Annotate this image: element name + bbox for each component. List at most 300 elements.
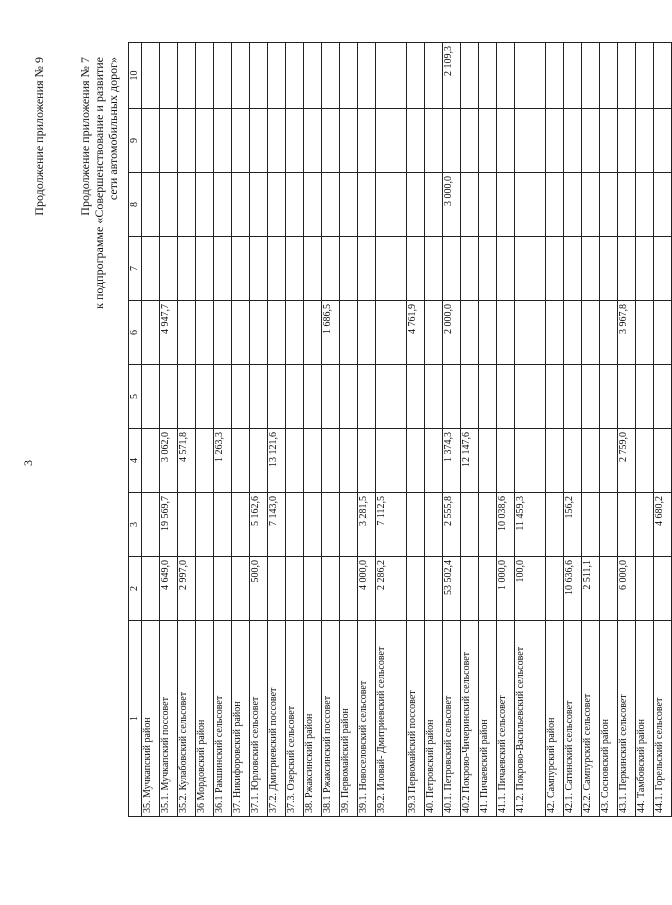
value-cell bbox=[268, 237, 286, 301]
value-cell bbox=[160, 237, 178, 301]
value-cell bbox=[479, 109, 497, 173]
value-cell bbox=[304, 43, 322, 109]
row-name-cell: 41.1. Пичаевский сельсовет bbox=[497, 621, 515, 817]
value-cell bbox=[358, 109, 376, 173]
table-row bbox=[479, 43, 497, 817]
value-cell bbox=[479, 429, 497, 493]
value-cell bbox=[304, 301, 322, 365]
column-header: 1 bbox=[129, 621, 142, 817]
value-cell: 7 112,5 bbox=[376, 493, 407, 557]
value-cell bbox=[340, 301, 358, 365]
value-cell bbox=[142, 43, 160, 109]
row-name-cell: 39. Первомайский район bbox=[340, 621, 358, 817]
table-row bbox=[268, 43, 286, 817]
value-cell bbox=[443, 237, 461, 301]
value-cell bbox=[600, 493, 618, 557]
value-cell bbox=[286, 301, 304, 365]
row-name-cell: 42.2. Сампурский сельсовет bbox=[582, 621, 600, 817]
value-cell bbox=[443, 109, 461, 173]
value-cell bbox=[250, 43, 268, 109]
row-name-cell: 35.2. Кулабовский сельсовет bbox=[178, 621, 196, 817]
value-cell bbox=[407, 173, 425, 237]
column-header: 3 bbox=[129, 493, 142, 557]
value-cell bbox=[322, 429, 340, 493]
value-cell: 10 636,6 bbox=[564, 557, 582, 621]
value-cell bbox=[376, 237, 407, 301]
value-cell bbox=[340, 237, 358, 301]
value-cell bbox=[461, 365, 479, 429]
value-cell: 3 281,5 bbox=[358, 493, 376, 557]
value-cell bbox=[178, 365, 196, 429]
value-cell: 2 555,8 bbox=[443, 493, 461, 557]
table-row bbox=[654, 43, 672, 817]
table-row bbox=[214, 43, 232, 817]
value-cell bbox=[142, 109, 160, 173]
value-cell bbox=[582, 173, 600, 237]
value-cell bbox=[178, 109, 196, 173]
value-cell bbox=[196, 429, 214, 493]
value-cell bbox=[479, 301, 497, 365]
table-row bbox=[546, 43, 564, 817]
value-cell: 500,0 bbox=[250, 557, 268, 621]
value-cell bbox=[322, 237, 340, 301]
value-cell bbox=[232, 301, 250, 365]
table-row bbox=[425, 43, 443, 817]
value-cell bbox=[178, 493, 196, 557]
value-cell bbox=[376, 301, 407, 365]
value-cell bbox=[214, 237, 232, 301]
value-cell: 3 000,0 bbox=[443, 173, 461, 237]
value-cell bbox=[376, 173, 407, 237]
value-cell bbox=[654, 365, 672, 429]
value-cell bbox=[515, 173, 546, 237]
value-cell bbox=[515, 301, 546, 365]
value-cell bbox=[636, 173, 654, 237]
value-cell bbox=[546, 301, 564, 365]
value-cell bbox=[286, 557, 304, 621]
value-cell bbox=[546, 429, 564, 493]
value-cell bbox=[425, 365, 443, 429]
value-cell: 6 000,0 bbox=[618, 557, 636, 621]
value-cell bbox=[304, 365, 322, 429]
table-row bbox=[196, 43, 214, 817]
value-cell: 5 162,6 bbox=[250, 493, 268, 557]
value-cell bbox=[304, 237, 322, 301]
table-row bbox=[232, 43, 250, 817]
value-cell bbox=[497, 43, 515, 109]
value-cell bbox=[407, 237, 425, 301]
table-row bbox=[358, 43, 376, 817]
value-cell bbox=[461, 301, 479, 365]
value-cell bbox=[268, 43, 286, 109]
value-cell: 1 000,0 bbox=[497, 557, 515, 621]
appendix-header-line: сети автомобильных дорог» bbox=[106, 57, 120, 201]
row-name-cell: 37.1. Юрловский сельсовет bbox=[250, 621, 268, 817]
value-cell bbox=[461, 237, 479, 301]
value-cell bbox=[461, 557, 479, 621]
value-cell: 4 000,0 bbox=[358, 557, 376, 621]
value-cell bbox=[654, 557, 672, 621]
value-cell bbox=[582, 493, 600, 557]
value-cell bbox=[178, 237, 196, 301]
value-cell bbox=[479, 43, 497, 109]
value-cell bbox=[214, 109, 232, 173]
value-cell bbox=[425, 301, 443, 365]
value-cell bbox=[196, 365, 214, 429]
value-cell bbox=[160, 43, 178, 109]
value-cell bbox=[214, 173, 232, 237]
value-cell bbox=[546, 493, 564, 557]
value-cell bbox=[358, 43, 376, 109]
value-cell bbox=[196, 237, 214, 301]
value-cell bbox=[407, 43, 425, 109]
value-cell bbox=[232, 429, 250, 493]
row-name-cell: 39.2. Иловай- Дмитриевский сельсовет bbox=[376, 621, 407, 817]
value-cell bbox=[214, 493, 232, 557]
table-row bbox=[142, 43, 160, 817]
value-cell bbox=[564, 301, 582, 365]
value-cell bbox=[515, 237, 546, 301]
table-header-row bbox=[129, 43, 142, 817]
table-row bbox=[564, 43, 582, 817]
row-name-cell: 40. Петровский район bbox=[425, 621, 443, 817]
column-header: 7 bbox=[129, 237, 142, 301]
value-cell bbox=[160, 173, 178, 237]
value-cell: 11 459,3 bbox=[515, 493, 546, 557]
value-cell bbox=[358, 173, 376, 237]
value-cell bbox=[142, 493, 160, 557]
value-cell bbox=[582, 237, 600, 301]
value-cell bbox=[304, 493, 322, 557]
row-name-cell: 44. Тамбовский район bbox=[636, 621, 654, 817]
value-cell bbox=[546, 43, 564, 109]
row-name-cell: 44.1. Горельский сельсовет bbox=[654, 621, 672, 817]
appendix-header-line: Продолжение приложения № 7 bbox=[78, 57, 92, 216]
value-cell bbox=[461, 43, 479, 109]
value-cell bbox=[196, 173, 214, 237]
row-name-cell: 42. Сампурский район bbox=[546, 621, 564, 817]
value-cell bbox=[636, 237, 654, 301]
value-cell: 4 649,0 bbox=[160, 557, 178, 621]
value-cell bbox=[479, 173, 497, 237]
table-row bbox=[443, 43, 461, 817]
value-cell bbox=[407, 109, 425, 173]
value-cell bbox=[268, 173, 286, 237]
value-cell bbox=[232, 557, 250, 621]
value-cell bbox=[286, 173, 304, 237]
table-row bbox=[582, 43, 600, 817]
value-cell bbox=[582, 429, 600, 493]
table-row bbox=[304, 43, 322, 817]
row-name-cell: 37.2. Дмитриевский поссовет bbox=[268, 621, 286, 817]
value-cell bbox=[564, 365, 582, 429]
value-cell bbox=[322, 365, 340, 429]
value-cell bbox=[340, 429, 358, 493]
value-cell bbox=[546, 173, 564, 237]
value-cell: 100,0 bbox=[515, 557, 546, 621]
value-cell bbox=[358, 301, 376, 365]
row-name-cell: 43. Сосновский район bbox=[600, 621, 618, 817]
value-cell bbox=[232, 237, 250, 301]
value-cell bbox=[304, 429, 322, 493]
value-cell bbox=[286, 43, 304, 109]
value-cell: 2 511,1 bbox=[582, 557, 600, 621]
value-cell bbox=[214, 365, 232, 429]
value-cell bbox=[142, 429, 160, 493]
value-cell bbox=[497, 365, 515, 429]
row-name-cell: 36 Мордовский район bbox=[196, 621, 214, 817]
value-cell bbox=[600, 237, 618, 301]
column-header: 5 bbox=[129, 365, 142, 429]
value-cell bbox=[546, 557, 564, 621]
value-cell: 4 947,7 bbox=[160, 301, 178, 365]
value-cell bbox=[479, 365, 497, 429]
value-cell bbox=[142, 557, 160, 621]
column-header: 2 bbox=[129, 557, 142, 621]
value-cell bbox=[618, 237, 636, 301]
value-cell bbox=[340, 43, 358, 109]
value-cell bbox=[582, 43, 600, 109]
row-name-cell: 41.2. Покрово-Васильевский сельсовет bbox=[515, 621, 546, 817]
value-cell bbox=[340, 365, 358, 429]
value-cell bbox=[178, 43, 196, 109]
value-cell bbox=[618, 173, 636, 237]
value-cell bbox=[582, 301, 600, 365]
value-cell bbox=[322, 173, 340, 237]
value-cell bbox=[582, 109, 600, 173]
value-cell bbox=[142, 301, 160, 365]
value-cell bbox=[564, 109, 582, 173]
value-cell: 1 263,3 bbox=[214, 429, 232, 493]
row-name-cell: 35. Мучкапский район bbox=[142, 621, 160, 817]
value-cell bbox=[654, 429, 672, 493]
value-cell bbox=[160, 109, 178, 173]
value-cell bbox=[340, 173, 358, 237]
value-cell bbox=[497, 237, 515, 301]
table-row bbox=[250, 43, 268, 817]
value-cell bbox=[618, 365, 636, 429]
table-row bbox=[178, 43, 196, 817]
value-cell bbox=[376, 365, 407, 429]
value-cell bbox=[142, 173, 160, 237]
row-name-cell: 40.1. Петровский сельсовет bbox=[443, 621, 461, 817]
value-cell bbox=[286, 493, 304, 557]
value-cell bbox=[214, 301, 232, 365]
value-cell bbox=[546, 237, 564, 301]
value-cell bbox=[250, 109, 268, 173]
value-cell bbox=[232, 173, 250, 237]
value-cell bbox=[232, 365, 250, 429]
continuation-title: Продолжение приложения № 9 bbox=[32, 57, 46, 216]
value-cell bbox=[268, 109, 286, 173]
value-cell bbox=[425, 109, 443, 173]
value-cell bbox=[407, 429, 425, 493]
value-cell: 53 502,4 bbox=[443, 557, 461, 621]
value-cell: 10 038,6 bbox=[497, 493, 515, 557]
value-cell bbox=[407, 493, 425, 557]
value-cell bbox=[250, 237, 268, 301]
value-cell bbox=[636, 301, 654, 365]
value-cell bbox=[358, 365, 376, 429]
value-cell bbox=[322, 43, 340, 109]
value-cell bbox=[636, 493, 654, 557]
value-cell bbox=[304, 109, 322, 173]
value-cell bbox=[407, 557, 425, 621]
value-cell bbox=[268, 557, 286, 621]
row-name-cell: 38.1 Ржаксинский поссовет bbox=[322, 621, 340, 817]
appendix-header bbox=[78, 57, 120, 309]
value-cell bbox=[461, 173, 479, 237]
value-cell bbox=[600, 365, 618, 429]
value-cell: 3 967,8 bbox=[618, 301, 636, 365]
value-cell bbox=[322, 493, 340, 557]
value-cell bbox=[178, 301, 196, 365]
table-row bbox=[160, 43, 178, 817]
value-cell bbox=[497, 109, 515, 173]
table-row bbox=[618, 43, 636, 817]
column-header: 10 bbox=[129, 43, 142, 109]
page-number: 3 bbox=[21, 460, 35, 466]
row-name-cell: 36.1 Ракшинский сельсовет bbox=[214, 621, 232, 817]
table-row bbox=[636, 43, 654, 817]
value-cell bbox=[286, 365, 304, 429]
value-cell bbox=[340, 109, 358, 173]
table-row bbox=[497, 43, 515, 817]
value-cell bbox=[425, 237, 443, 301]
value-cell bbox=[515, 365, 546, 429]
value-cell bbox=[286, 429, 304, 493]
value-cell bbox=[564, 429, 582, 493]
value-cell bbox=[304, 173, 322, 237]
row-name-cell: 41. Пичаевский район bbox=[479, 621, 497, 817]
row-name-cell: 43.1. Перкинский сельсовет bbox=[618, 621, 636, 817]
value-cell bbox=[214, 43, 232, 109]
value-cell: 1 686,5 bbox=[322, 301, 340, 365]
value-cell bbox=[340, 493, 358, 557]
value-cell bbox=[425, 43, 443, 109]
value-cell bbox=[304, 557, 322, 621]
value-cell bbox=[479, 493, 497, 557]
column-header: 6 bbox=[129, 301, 142, 365]
value-cell bbox=[654, 109, 672, 173]
value-cell bbox=[600, 429, 618, 493]
value-cell bbox=[196, 301, 214, 365]
value-cell bbox=[425, 429, 443, 493]
value-cell: 2 109,3 bbox=[443, 43, 461, 109]
value-cell: 4 680,2 bbox=[654, 493, 672, 557]
value-cell bbox=[425, 493, 443, 557]
value-cell bbox=[618, 109, 636, 173]
funding-table bbox=[128, 42, 672, 817]
value-cell: 156,2 bbox=[564, 493, 582, 557]
value-cell bbox=[582, 365, 600, 429]
value-cell: 19 569,7 bbox=[160, 493, 178, 557]
value-cell bbox=[160, 365, 178, 429]
value-cell: 3 062,0 bbox=[160, 429, 178, 493]
value-cell bbox=[358, 429, 376, 493]
table-row bbox=[376, 43, 407, 817]
value-cell bbox=[268, 301, 286, 365]
value-cell: 2 000,0 bbox=[443, 301, 461, 365]
table-row bbox=[407, 43, 425, 817]
table-row bbox=[461, 43, 479, 817]
value-cell bbox=[600, 43, 618, 109]
value-cell: 1 374,3 bbox=[443, 429, 461, 493]
value-cell bbox=[497, 429, 515, 493]
value-cell bbox=[407, 365, 425, 429]
value-cell bbox=[515, 43, 546, 109]
row-name-cell: 40.2 Покрово-Чичеринский сельсовет bbox=[461, 621, 479, 817]
row-name-cell: 42.1. Сатинский сельсовет bbox=[564, 621, 582, 817]
value-cell bbox=[600, 173, 618, 237]
value-cell bbox=[636, 557, 654, 621]
table-row bbox=[286, 43, 304, 817]
value-cell bbox=[515, 109, 546, 173]
value-cell: 4 761,9 bbox=[407, 301, 425, 365]
row-name-cell: 39.3 Первомайский поссовет bbox=[407, 621, 425, 817]
value-cell: 2 286,2 bbox=[376, 557, 407, 621]
value-cell bbox=[376, 429, 407, 493]
value-cell bbox=[322, 557, 340, 621]
value-cell bbox=[461, 109, 479, 173]
column-header: 8 bbox=[129, 173, 142, 237]
row-name-cell: 37.3. Озерский сельсовет bbox=[286, 621, 304, 817]
value-cell bbox=[286, 109, 304, 173]
value-cell bbox=[250, 429, 268, 493]
table-row bbox=[515, 43, 546, 817]
value-cell bbox=[425, 173, 443, 237]
table-row bbox=[340, 43, 358, 817]
value-cell: 13 121,6 bbox=[268, 429, 286, 493]
value-cell bbox=[142, 365, 160, 429]
value-cell: 7 143,0 bbox=[268, 493, 286, 557]
value-cell: 12 147,6 bbox=[461, 429, 479, 493]
row-name-cell: 39.1. Новоселовский сельсовет bbox=[358, 621, 376, 817]
column-header: 4 bbox=[129, 429, 142, 493]
value-cell bbox=[142, 237, 160, 301]
value-cell bbox=[232, 109, 250, 173]
row-name-cell: 38. Ржаксинский район bbox=[304, 621, 322, 817]
value-cell bbox=[564, 43, 582, 109]
value-cell bbox=[618, 43, 636, 109]
value-cell bbox=[268, 365, 286, 429]
row-name-cell: 35.1. Мучкапский поссовет bbox=[160, 621, 178, 817]
value-cell: 2 759,0 bbox=[618, 429, 636, 493]
value-cell bbox=[214, 557, 232, 621]
value-cell bbox=[479, 237, 497, 301]
value-cell bbox=[564, 237, 582, 301]
value-cell bbox=[600, 109, 618, 173]
value-cell bbox=[196, 43, 214, 109]
value-cell bbox=[250, 173, 268, 237]
value-cell: 4 571,8 bbox=[178, 429, 196, 493]
value-cell bbox=[443, 365, 461, 429]
value-cell: 2 997,0 bbox=[178, 557, 196, 621]
value-cell bbox=[600, 301, 618, 365]
value-cell bbox=[636, 429, 654, 493]
value-cell bbox=[515, 429, 546, 493]
value-cell bbox=[358, 237, 376, 301]
value-cell bbox=[654, 301, 672, 365]
value-cell bbox=[497, 301, 515, 365]
appendix-header-line: к подпрограмме «Совершенствование и развитие bbox=[92, 57, 106, 309]
column-header: 9 bbox=[129, 109, 142, 173]
value-cell bbox=[600, 557, 618, 621]
value-cell bbox=[250, 301, 268, 365]
value-cell bbox=[636, 43, 654, 109]
value-cell bbox=[232, 493, 250, 557]
value-cell bbox=[654, 43, 672, 109]
